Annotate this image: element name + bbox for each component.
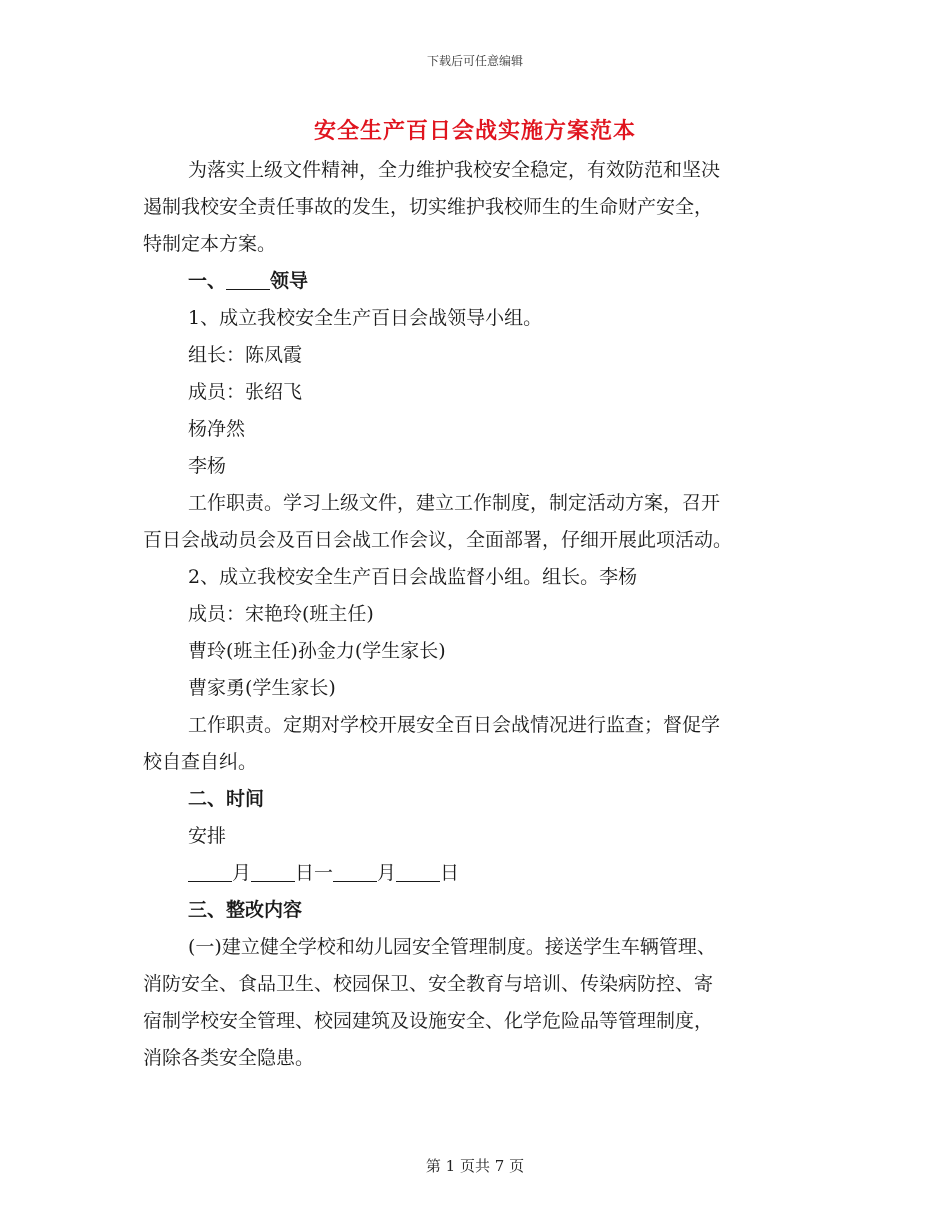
duty-line: 校自查自纠。	[143, 751, 258, 773]
date-unit: 月	[232, 862, 252, 884]
fill-blank	[226, 267, 270, 290]
duty-line: 工作职责。定期对学校开展安全百日会战情况进行监查；督促学	[188, 714, 721, 736]
intro-line: 为落实上级文件精神，全力维护我校安全稳定，有效防范和坚决	[188, 159, 721, 181]
arrange-line: 安排	[188, 825, 227, 847]
fill-blank	[396, 859, 440, 882]
page-number: 第 1 页共 7 页	[425, 1157, 525, 1175]
document-body	[143, 152, 808, 1077]
date-unit: 日一	[295, 862, 334, 884]
intro-line: 特制定本方案。	[143, 233, 277, 255]
date-range	[143, 855, 808, 892]
fill-blank	[188, 859, 232, 882]
item-1: 1、成立我校安全生产百日会战领导小组。	[188, 307, 543, 329]
date-unit: 日	[440, 862, 460, 884]
member-line: 成员：张绍飞	[188, 381, 303, 403]
date-unit: 月	[377, 862, 397, 884]
paragraph-line: 消除各类安全隐患。	[143, 1047, 315, 1069]
fill-blank	[251, 859, 295, 882]
header-note: 下载后可任意编辑	[426, 54, 523, 68]
member-line: 成员：宋艳玲(班主任)	[188, 603, 374, 625]
duty-line: 百日会战动员会及百日会战工作会议，全面部署，仔细开展此项活动。	[143, 529, 733, 551]
fill-blank	[333, 859, 377, 882]
section-1-heading	[143, 263, 808, 300]
intro-line: 遏制我校安全责任事故的发生，切实维护我校师生的生命财产安全，	[143, 196, 714, 218]
member-line: 曹家勇(学生家长)	[188, 677, 336, 699]
paragraph-line: 消防安全、食品卫生、校园保卫、安全教育与培训、传染病防控、寄	[143, 973, 714, 995]
paragraph-line: 宿制学校安全管理、校园建筑及设施安全、化学危险品等管理制度，	[143, 1010, 714, 1032]
section-1-heading-suffix: 领导	[270, 270, 309, 292]
document-title: 安全生产百日会战实施方案范本	[313, 118, 636, 144]
member-line: 曹玲(班主任)孙金力(学生家长)	[188, 640, 446, 662]
section-2-heading: 二、时间	[188, 788, 265, 810]
paragraph-line: (一)建立健全学校和幼儿园安全管理制度。接送学生车辆管理、	[188, 936, 716, 958]
duty-line: 工作职责。学习上级文件，建立工作制度，制定活动方案，召开	[188, 492, 721, 514]
member-line: 李杨	[188, 455, 227, 477]
section-3-heading: 三、整改内容	[188, 899, 303, 921]
section-1-heading-prefix: 一、	[188, 270, 227, 292]
item-2: 2、成立我校安全生产百日会战监督小组。组长。李杨	[188, 566, 638, 588]
member-line: 杨净然	[188, 418, 246, 440]
leader-line: 组长：陈凤霞	[188, 344, 303, 366]
